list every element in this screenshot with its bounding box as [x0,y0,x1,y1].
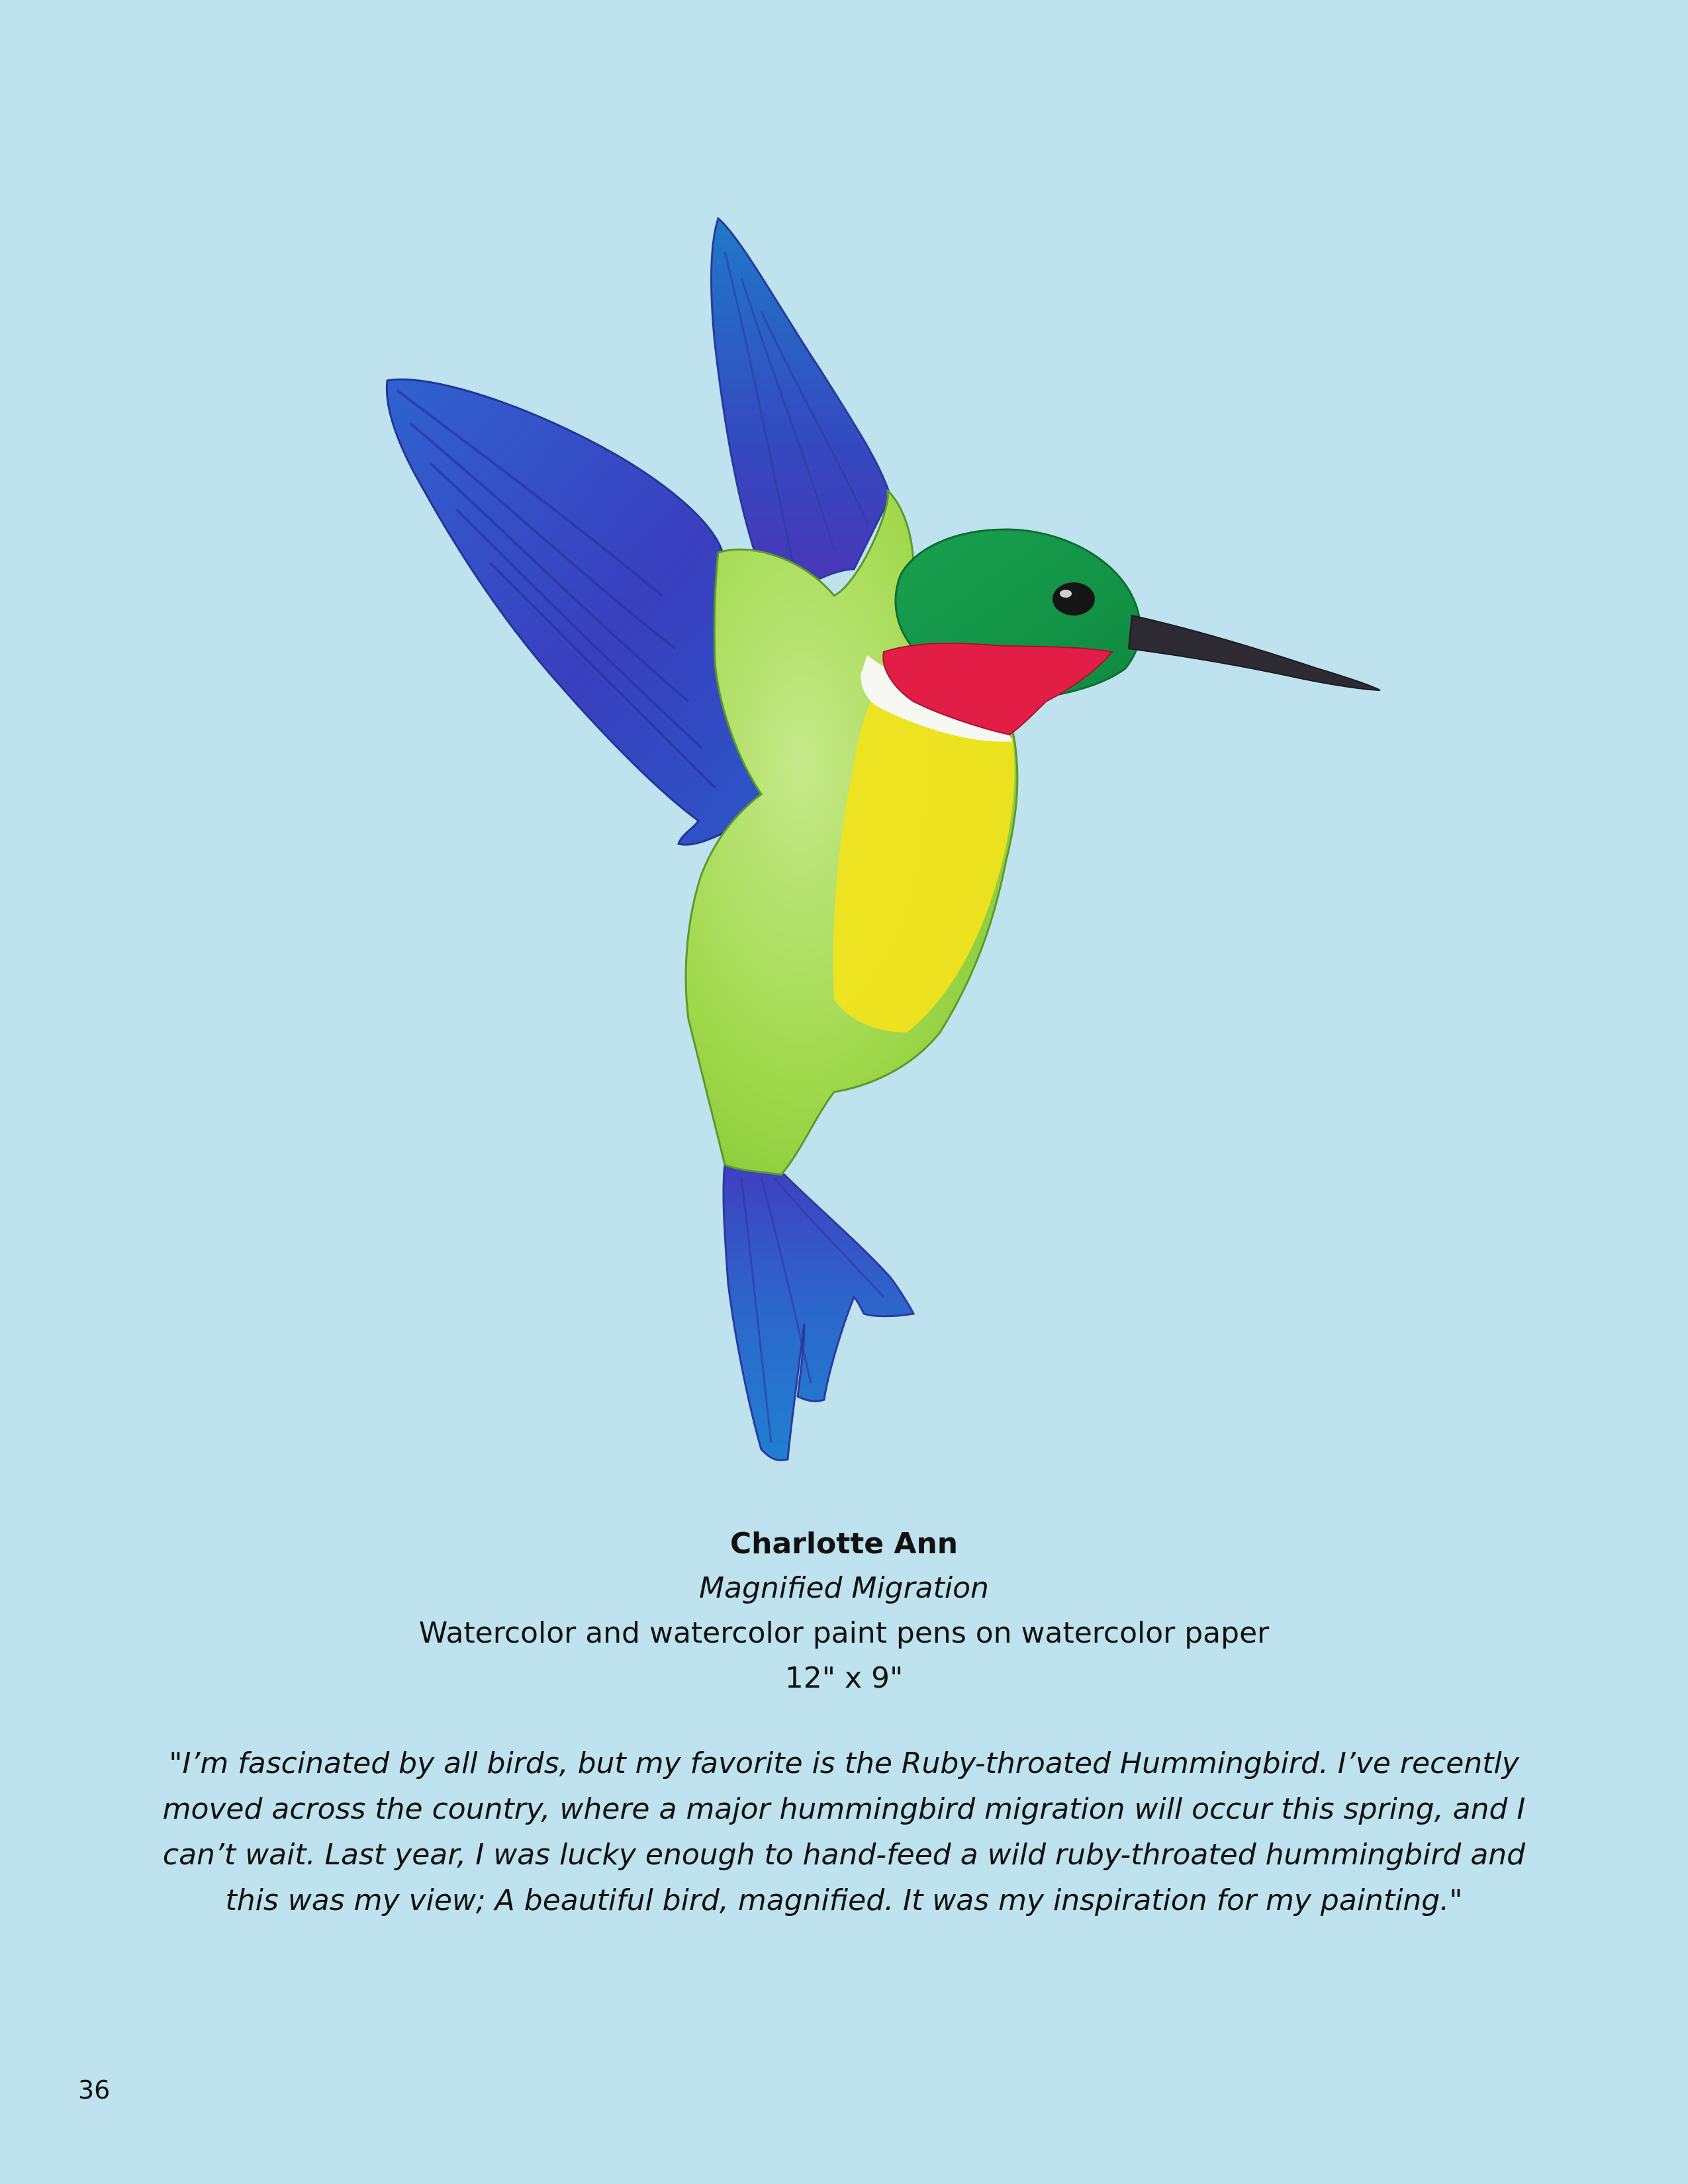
head [883,529,1380,735]
hummingbird-painting [344,199,1436,1489]
tail [724,1165,914,1460]
upper-wing [712,218,890,596]
artist-statement: "I’m fascinated by all birds, but my favorite is the Ruby-throated Hummingbird. I’ve recently moved across the country, where a major hummingbird migration will occur this spring, and I can’t wait. Last year, I was lucky enough to hand-feed a wild ruby-throated hummingbird and this was my view; A beautiful bird, magnified. It was my inspiration for my painting." [162,1747,1526,1917]
artist-name: Charlotte Ann [729,1527,959,1561]
artwork-caption [0,1522,1688,1701]
artwork-title: Magnified Migration [699,1571,989,1605]
artwork-medium: Watercolor and watercolor paint pens on watercolor paper [418,1616,1270,1650]
eye [1053,582,1095,615]
page-number: 36 [78,2075,111,2105]
artwork-dimensions: 12" x 9" [784,1661,904,1695]
